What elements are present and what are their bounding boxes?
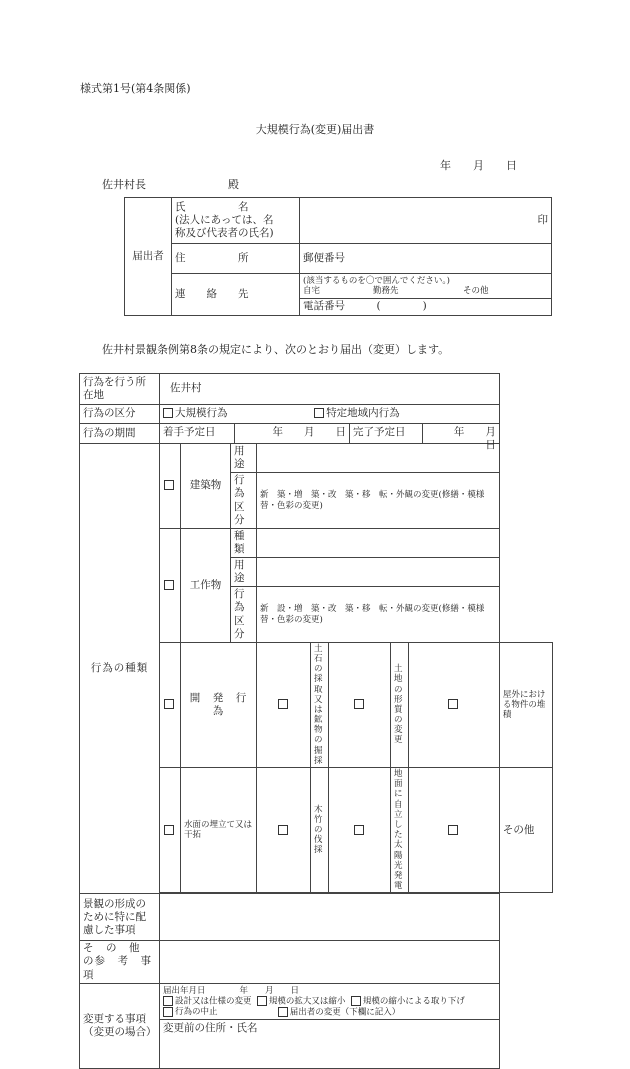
main-table xyxy=(79,373,553,1069)
building-use-label: 用途 xyxy=(231,444,257,473)
seal-mark: 印 xyxy=(537,213,548,226)
development-label: 開 発 行 為 xyxy=(181,642,257,767)
structure-use-label: 用途 xyxy=(231,558,257,587)
checkbox-outdoor-storage[interactable] xyxy=(448,699,458,709)
checkbox-large-scale[interactable] xyxy=(163,408,173,418)
start-label: 着手予定日 xyxy=(160,424,235,443)
structure-kind-field[interactable] xyxy=(257,528,500,557)
location-label: 行為を行う所在地 xyxy=(80,374,160,405)
mining-label: 土石の採取又は鉱物の掘採 xyxy=(311,642,329,767)
addressee: 佐井村長 xyxy=(102,178,146,191)
change-opt2: 規模の拡大又は縮小 xyxy=(268,996,346,1007)
postal-label: 郵便番号 xyxy=(303,251,345,264)
name-label: 氏 名 (法人にあっては、名 称及び代表者の氏名) xyxy=(172,198,300,244)
change-opt1: 設計又は仕様の変更 xyxy=(175,996,252,1007)
development-checkbox-cell[interactable] xyxy=(160,642,181,767)
period-label: 行為の期間 xyxy=(80,424,160,444)
structure-acts[interactable]: 新 設・増 築・改 築・移 転・外観の変更(修繕・模様替・色彩の変更) xyxy=(257,587,500,643)
address-field[interactable] xyxy=(300,244,552,274)
change-opt5: 届出者の変更（下欄に記入） xyxy=(289,1007,401,1017)
end-date[interactable]: 年 月 日 xyxy=(453,426,517,452)
checkbox-change-scale[interactable] xyxy=(257,996,267,1006)
other-checkbox-cell[interactable] xyxy=(409,768,500,893)
start-date[interactable]: 年 月 日 xyxy=(235,424,350,443)
category-label: 行為の区分 xyxy=(80,405,160,424)
checkbox-special-area[interactable] xyxy=(314,408,324,418)
solar-label: 地面に自立した太陽光発電 xyxy=(391,768,409,893)
structure-checkbox-cell[interactable] xyxy=(160,528,181,642)
contact-work: 勤務先 xyxy=(373,286,399,297)
structure-label: 工作物 xyxy=(181,528,231,642)
checkbox-solar[interactable] xyxy=(354,825,364,835)
logging-label: 木竹の伐採 xyxy=(311,768,329,893)
landscape-field[interactable] xyxy=(160,894,500,941)
checkbox-land-change[interactable] xyxy=(354,699,364,709)
structure-act-label: 行為区分 xyxy=(231,587,257,643)
change-date: 届出年月日 年 月 日 xyxy=(163,985,300,996)
checkbox-change-withdraw[interactable] xyxy=(351,996,361,1006)
storage-checkbox-cell[interactable] xyxy=(409,642,500,767)
checkbox-structure[interactable] xyxy=(164,580,174,590)
category-opt2: 特定地域内行為 xyxy=(326,407,400,420)
change-field[interactable] xyxy=(160,983,500,1068)
outdoor-storage-label: 屋外における物件の堆積 xyxy=(499,642,552,767)
structure-kind-label: 種類 xyxy=(231,528,257,557)
checkbox-change-applicant[interactable] xyxy=(278,1007,288,1017)
checkbox-development[interactable] xyxy=(164,699,174,709)
checkbox-building[interactable] xyxy=(164,480,174,490)
location-value[interactable]: 佐井村 xyxy=(160,374,500,405)
prev-address[interactable]: 変更前の住所・氏名 xyxy=(163,1022,258,1035)
change-label: 変更する事項（変更の場合） xyxy=(80,983,160,1068)
type-label: 行為の種類 xyxy=(80,444,160,894)
reference-label: そ の 他 の参 考 事 項 xyxy=(80,941,160,983)
building-checkbox-cell[interactable] xyxy=(160,444,181,529)
structure-use-field[interactable] xyxy=(257,558,500,587)
checkbox-change-design[interactable] xyxy=(163,996,173,1006)
contact-note: (該当するものを〇で囲んでください。) xyxy=(303,276,450,287)
logging-checkbox-cell[interactable] xyxy=(257,768,311,893)
applicant-label: 届出者 xyxy=(125,198,172,316)
form-title: 大規模行為(変更)届出書 xyxy=(255,123,375,136)
period-field[interactable] xyxy=(160,424,517,452)
checkbox-logging[interactable] xyxy=(278,825,288,835)
contact-field[interactable] xyxy=(300,274,552,316)
date-line: 年 月 日 xyxy=(440,159,517,172)
checkbox-change-stop[interactable] xyxy=(163,1007,173,1017)
contact-home: 自宅 xyxy=(303,286,321,297)
building-act-label: 行為区分 xyxy=(231,473,257,529)
address-label: 住 所 xyxy=(172,244,300,274)
reclamation-checkbox-cell[interactable] xyxy=(160,768,181,893)
phone-line: 電話番号 ( ) xyxy=(300,298,551,313)
change-opt4: 行為の中止 xyxy=(175,1007,218,1017)
name-field[interactable] xyxy=(300,198,552,244)
contact-label: 連 絡 先 xyxy=(172,274,300,316)
land-checkbox-cell[interactable] xyxy=(329,642,391,767)
reclamation-label: 水面の埋立て又は干拓 xyxy=(181,768,257,893)
honorific: 殿 xyxy=(228,178,239,191)
checkbox-mining[interactable] xyxy=(278,699,288,709)
checkbox-reclamation[interactable] xyxy=(164,825,174,835)
category-field[interactable] xyxy=(160,405,500,424)
building-acts[interactable]: 新 築・増 築・改 築・移 転・外観の変更(修繕・模様替・色彩の変更) xyxy=(257,473,500,529)
mining-checkbox-cell[interactable] xyxy=(257,642,311,767)
checkbox-other[interactable] xyxy=(448,825,458,835)
building-label: 建築物 xyxy=(181,444,231,529)
reference-field[interactable] xyxy=(160,941,500,983)
solar-checkbox-cell[interactable] xyxy=(329,768,391,893)
category-opt1: 大規模行為 xyxy=(175,407,228,420)
end-label: 完了予定日 xyxy=(350,424,423,443)
statement: 佐井村景観条例第8条の規定により、次のとおり届出（変更）します。 xyxy=(102,343,450,356)
landscape-label: 景観の形成のために特に配慮した事項 xyxy=(80,894,160,941)
other-label: その他 xyxy=(499,768,552,893)
land-change-label: 土地の形質の変更 xyxy=(391,642,409,767)
applicant-table xyxy=(124,197,552,316)
building-use-field[interactable] xyxy=(257,444,500,473)
contact-other: その他 xyxy=(463,286,489,297)
change-opt3: 規模の縮小による取り下げ xyxy=(362,996,465,1007)
form-number: 様式第1号(第4条関係) xyxy=(80,82,191,95)
